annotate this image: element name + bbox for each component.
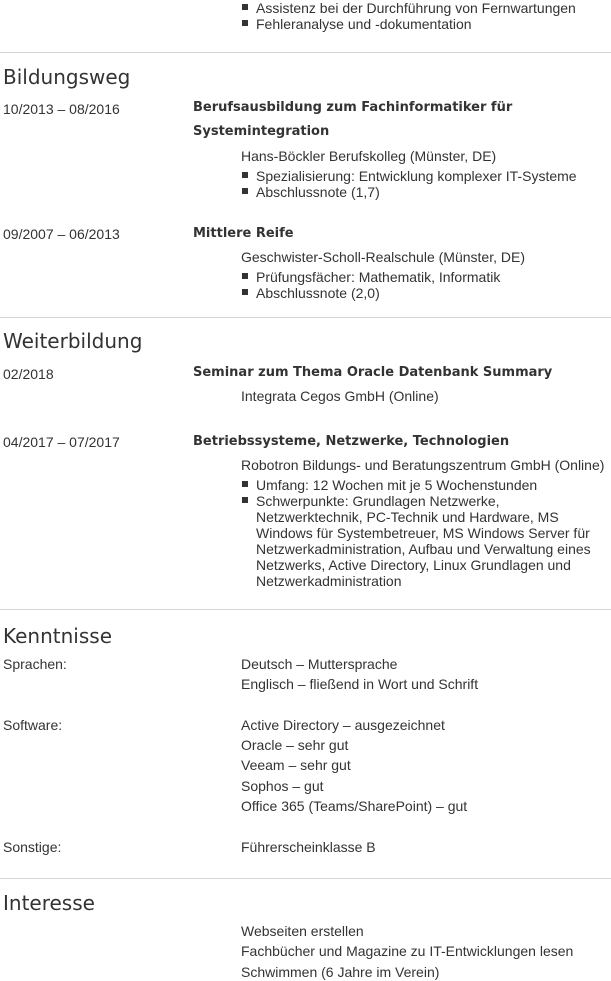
entry-bullet-list <box>241 168 601 200</box>
skill-item: Sophos – gut <box>241 778 324 794</box>
list-item: Abschlussnote (1,7) <box>241 184 601 200</box>
skill-category-label: Sonstige: <box>3 839 62 855</box>
list-item: Abschlussnote (2,0) <box>241 285 601 301</box>
skill-item: Englisch – fließend in Wort und Schrift <box>241 676 479 692</box>
section-divider <box>0 878 611 879</box>
section-divider <box>0 52 611 53</box>
skill-item: Veeam – sehr gut <box>241 757 351 773</box>
entry-date: 04/2017 – 07/2017 <box>3 434 120 450</box>
entry-title-continued: Systemintegration <box>193 124 330 139</box>
entry-title: Mittlere Reife <box>193 226 294 241</box>
list-item: Umfang: 12 Wochen mit je 5 Wochenstunden <box>241 477 607 493</box>
list-item: Spezialisierung: Entwicklung komplexer IT-Systeme <box>241 168 601 184</box>
interest-item: Fachbücher und Magazine zu IT-Entwicklungen lesen <box>241 943 574 959</box>
entry-date: 09/2007 – 06/2013 <box>3 226 120 242</box>
entry-bullet-list <box>241 269 601 301</box>
skill-category-label: Software: <box>3 717 63 733</box>
section-heading-kenntnisse: Kenntnisse <box>3 624 112 648</box>
skill-item: Active Directory – ausgezeichnet <box>241 717 445 733</box>
entry-institution: Hans-Böckler Berufskolleg (Münster, DE) <box>241 148 497 164</box>
list-item: Fehleranalyse und -dokumentation <box>241 16 601 32</box>
entry-institution: Geschwister-Scholl-Realschule (Münster, DE) <box>241 249 525 265</box>
skill-category-label: Sprachen: <box>3 656 67 672</box>
interest-item: Webseiten erstellen <box>241 923 364 939</box>
entry-title: Berufsausbildung zum Fachinformatiker für <box>193 100 513 115</box>
interest-item: Schwimmen (6 Jahre im Verein) <box>241 964 440 980</box>
entry-institution: Integrata Cegos GmbH (Online) <box>241 388 439 404</box>
section-heading-bildungsweg: Bildungsweg <box>3 65 131 89</box>
entry-date: 02/2018 <box>3 366 54 382</box>
list-item: Prüfungsfächer: Mathematik, Informatik <box>241 269 601 285</box>
entry-title: Betriebssysteme, Netzwerke, Technologien <box>193 434 510 449</box>
section-divider <box>0 609 611 610</box>
section-heading-interesse: Interesse <box>3 891 95 915</box>
entry-institution: Robotron Bildungs- und Beratungszentrum GmbH (Online) <box>241 457 605 473</box>
entry-date: 10/2013 – 08/2016 <box>3 101 120 117</box>
entry-bullet-list <box>241 477 607 589</box>
list-item: Schwerpunkte: Grundlagen Netzwerke, Netzwerktechnik, PC-Technik und Hardware, MS Windows für Systembetreuer, MS Windows Server für Netzwerkadministration, Aufbau und Verwaltung eines Netzwerks, Active Directory, Linux Grundlagen und Netzwerkadministration <box>241 493 607 589</box>
entry-title: Seminar zum Thema Oracle Datenbank Summary <box>193 365 553 380</box>
skill-item: Oracle – sehr gut <box>241 737 349 753</box>
skill-item: Office 365 (Teams/SharePoint) – gut <box>241 798 468 814</box>
list-item: Assistenz bei der Durchführung von Fernwartungen <box>241 0 601 16</box>
skill-item: Deutsch – Muttersprache <box>241 656 398 672</box>
section-heading-weiterbildung: Weiterbildung <box>3 329 143 353</box>
experience-bullet-list <box>241 0 601 32</box>
skill-item: Führerscheinklasse B <box>241 839 376 855</box>
section-divider <box>0 317 611 318</box>
